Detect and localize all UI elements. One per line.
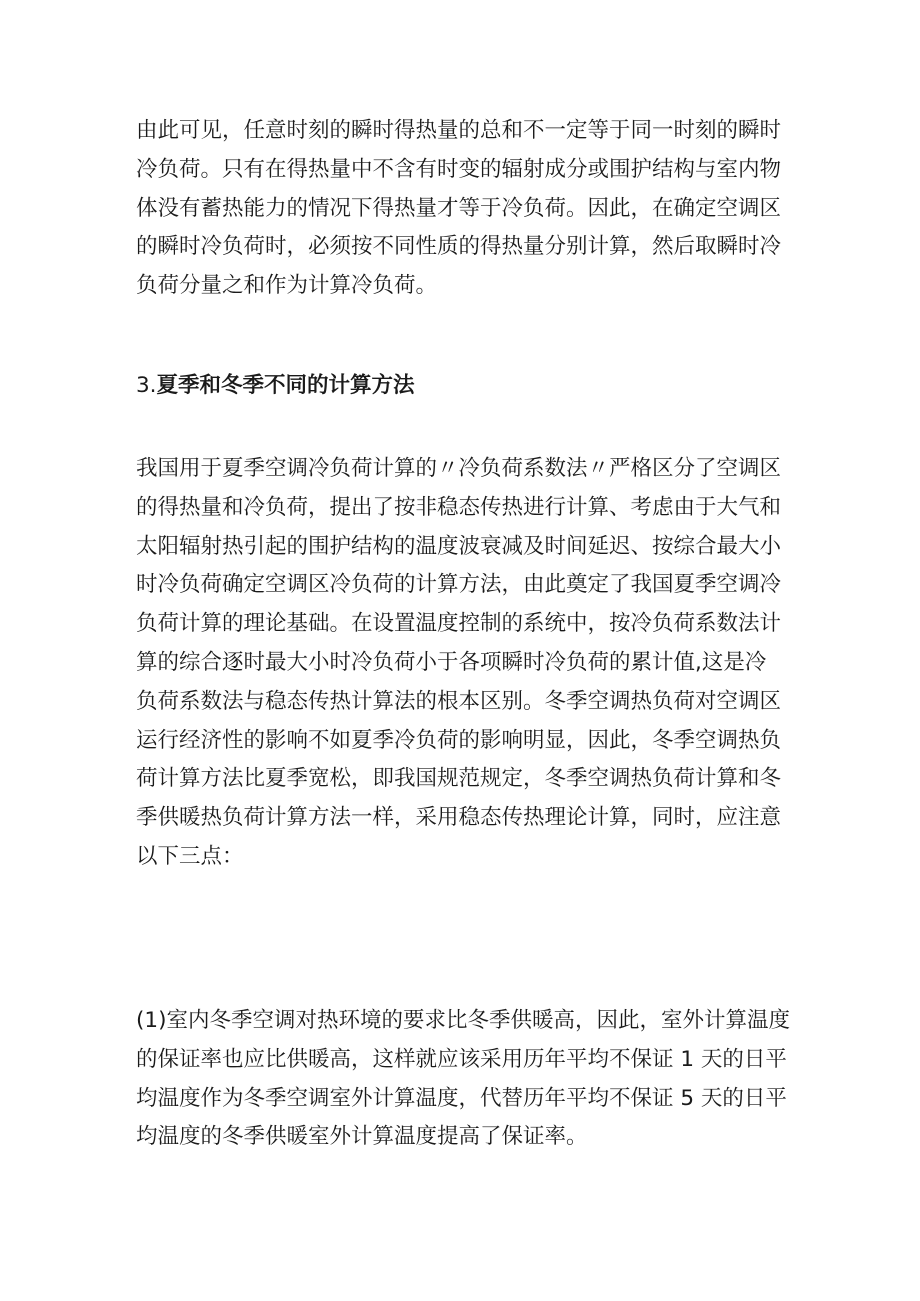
text-line: 以下三点： bbox=[136, 843, 244, 869]
text-line: 的保证率也应比供暖高，这样就应该采用历年平均不保证 1 天的日平 bbox=[136, 1046, 787, 1072]
text-line: 的瞬时冷负荷时，必须按不同性质的得热量分别计算，然后取瞬时冷 bbox=[136, 234, 782, 260]
text-line: 均温度的冬季供暖室外计算温度提高了保证率。 bbox=[136, 1124, 588, 1150]
section-number: 3. bbox=[136, 373, 157, 398]
paragraph-cold-load-intro bbox=[136, 112, 796, 306]
text-line: 由此可见，任意时刻的瞬时得热量的总和不一定等于同一时刻的瞬时 bbox=[136, 118, 782, 143]
text-line: 负荷分量之和作为计算冷负荷。 bbox=[136, 273, 438, 299]
text-line: 的得热量和冷负荷，提出了按非稳态传热进行计算、考虑由于大气和 bbox=[136, 494, 782, 520]
text-line: 荷计算方法比夏季宽松，即我国规范规定，冬季空调热负荷计算和冬 bbox=[136, 766, 782, 792]
section-title: 夏季和冬季不同的计算方法 bbox=[156, 373, 415, 398]
text-line: 冷负荷。只有在得热量中不含有时变的辐射成分或围护结构与室内物 bbox=[136, 156, 782, 182]
text-line: 季供暖热负荷计算方法一样，采用稳态传热理论计算，同时，应注意 bbox=[136, 805, 782, 831]
text-line: 均温度作为冬季空调室外计算温度，代替历年平均不保证 5 天的日平 bbox=[136, 1085, 787, 1111]
text-line: 时冷负荷确定空调区冷负荷的计算方法，由此奠定了我国夏季空调冷 bbox=[136, 572, 782, 598]
text-line: 负荷系数法与稳态传热计算法的根本区别。冬季空调热负荷对空调区 bbox=[136, 688, 782, 714]
text-line: 体没有蓄热能力的情况下得热量才等于冷负荷。因此，在确定空调区 bbox=[136, 195, 782, 221]
text-line: 负荷计算的理论基础。在设置温度控制的系统中，按冷负荷系数法计 bbox=[136, 611, 782, 637]
section-heading bbox=[136, 367, 415, 405]
text-line: 运行经济性的影响不如夏季冷负荷的影响明显，因此，冬季空调热负 bbox=[136, 727, 782, 753]
text-line: 我国用于夏季空调冷负荷计算的〃冷负荷系数法〃严格区分了空调区 bbox=[136, 456, 782, 481]
text-line: 太阳辐射热引起的围护结构的温度波衰减及时间延迟、按综合最大小 bbox=[136, 533, 782, 559]
text-line: (1)室内冬季空调对热环境的要求比冬季供暖高，因此，室外计算温度 bbox=[136, 1008, 790, 1033]
paragraph-calculation-methods bbox=[136, 450, 796, 877]
text-line: 算的综合逐时最大小时冷负荷小于各项瞬时冷负荷的累计值,这是冷 bbox=[136, 649, 767, 675]
paragraph-point-one bbox=[136, 1002, 796, 1157]
